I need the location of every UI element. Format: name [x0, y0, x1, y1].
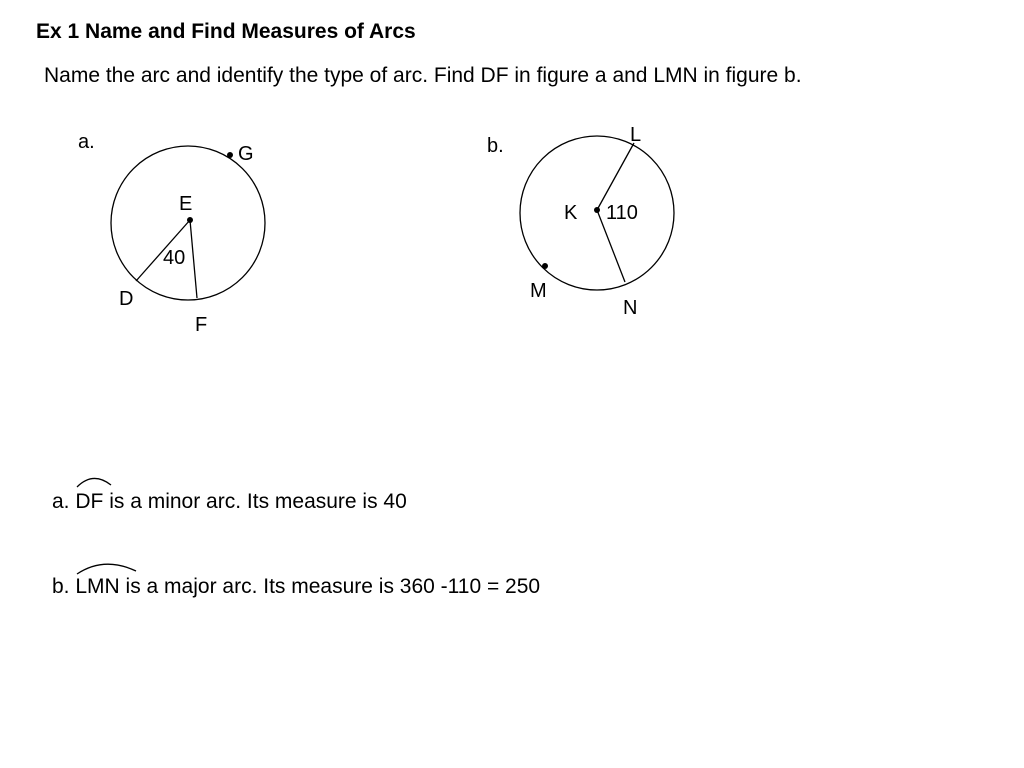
radius-kl: [597, 143, 634, 210]
instruction-text: Name the arc and identify the type of arc. Find DF in figure a and LMN in figure b.: [44, 64, 802, 87]
point-g-label: G: [238, 143, 254, 165]
point-g-dot: [227, 152, 233, 158]
point-k-label: K: [564, 202, 578, 224]
point-e-label: E: [179, 193, 193, 215]
angle-a-label: 40: [163, 247, 186, 269]
answer-a-arc: DF: [75, 490, 104, 513]
page-title: Ex 1 Name and Find Measures of Arcs: [36, 20, 416, 43]
point-m-label: M: [530, 280, 547, 302]
arc-symbol-lmn: [77, 564, 136, 574]
answer-b-text: is a major arc. Its measure is 360 -110 = 250: [119, 575, 541, 598]
figure-b: [487, 124, 674, 319]
answer-b-arc: LMN: [75, 575, 120, 598]
point-m-dot: [542, 263, 548, 269]
answer-b: [52, 575, 540, 599]
point-n-label: N: [623, 297, 638, 319]
answer-b-prefix: b.: [52, 575, 76, 598]
point-d-label: D: [119, 288, 134, 310]
figure-b-label: b.: [487, 135, 504, 157]
answer-a: [52, 490, 407, 514]
answer-a-prefix: a.: [52, 490, 76, 513]
answer-a-text: is a minor arc. Its measure is 40: [103, 490, 407, 513]
angle-b-label: 110: [606, 202, 638, 224]
point-f-label: F: [195, 314, 208, 336]
point-l-label: L: [630, 124, 642, 146]
figure-a-label: a.: [78, 131, 95, 153]
point-k-dot: [594, 207, 600, 213]
figure-a: [78, 131, 265, 336]
radius-ef: [190, 220, 197, 298]
arc-symbol-df: [77, 478, 111, 487]
point-e-dot: [187, 217, 193, 223]
